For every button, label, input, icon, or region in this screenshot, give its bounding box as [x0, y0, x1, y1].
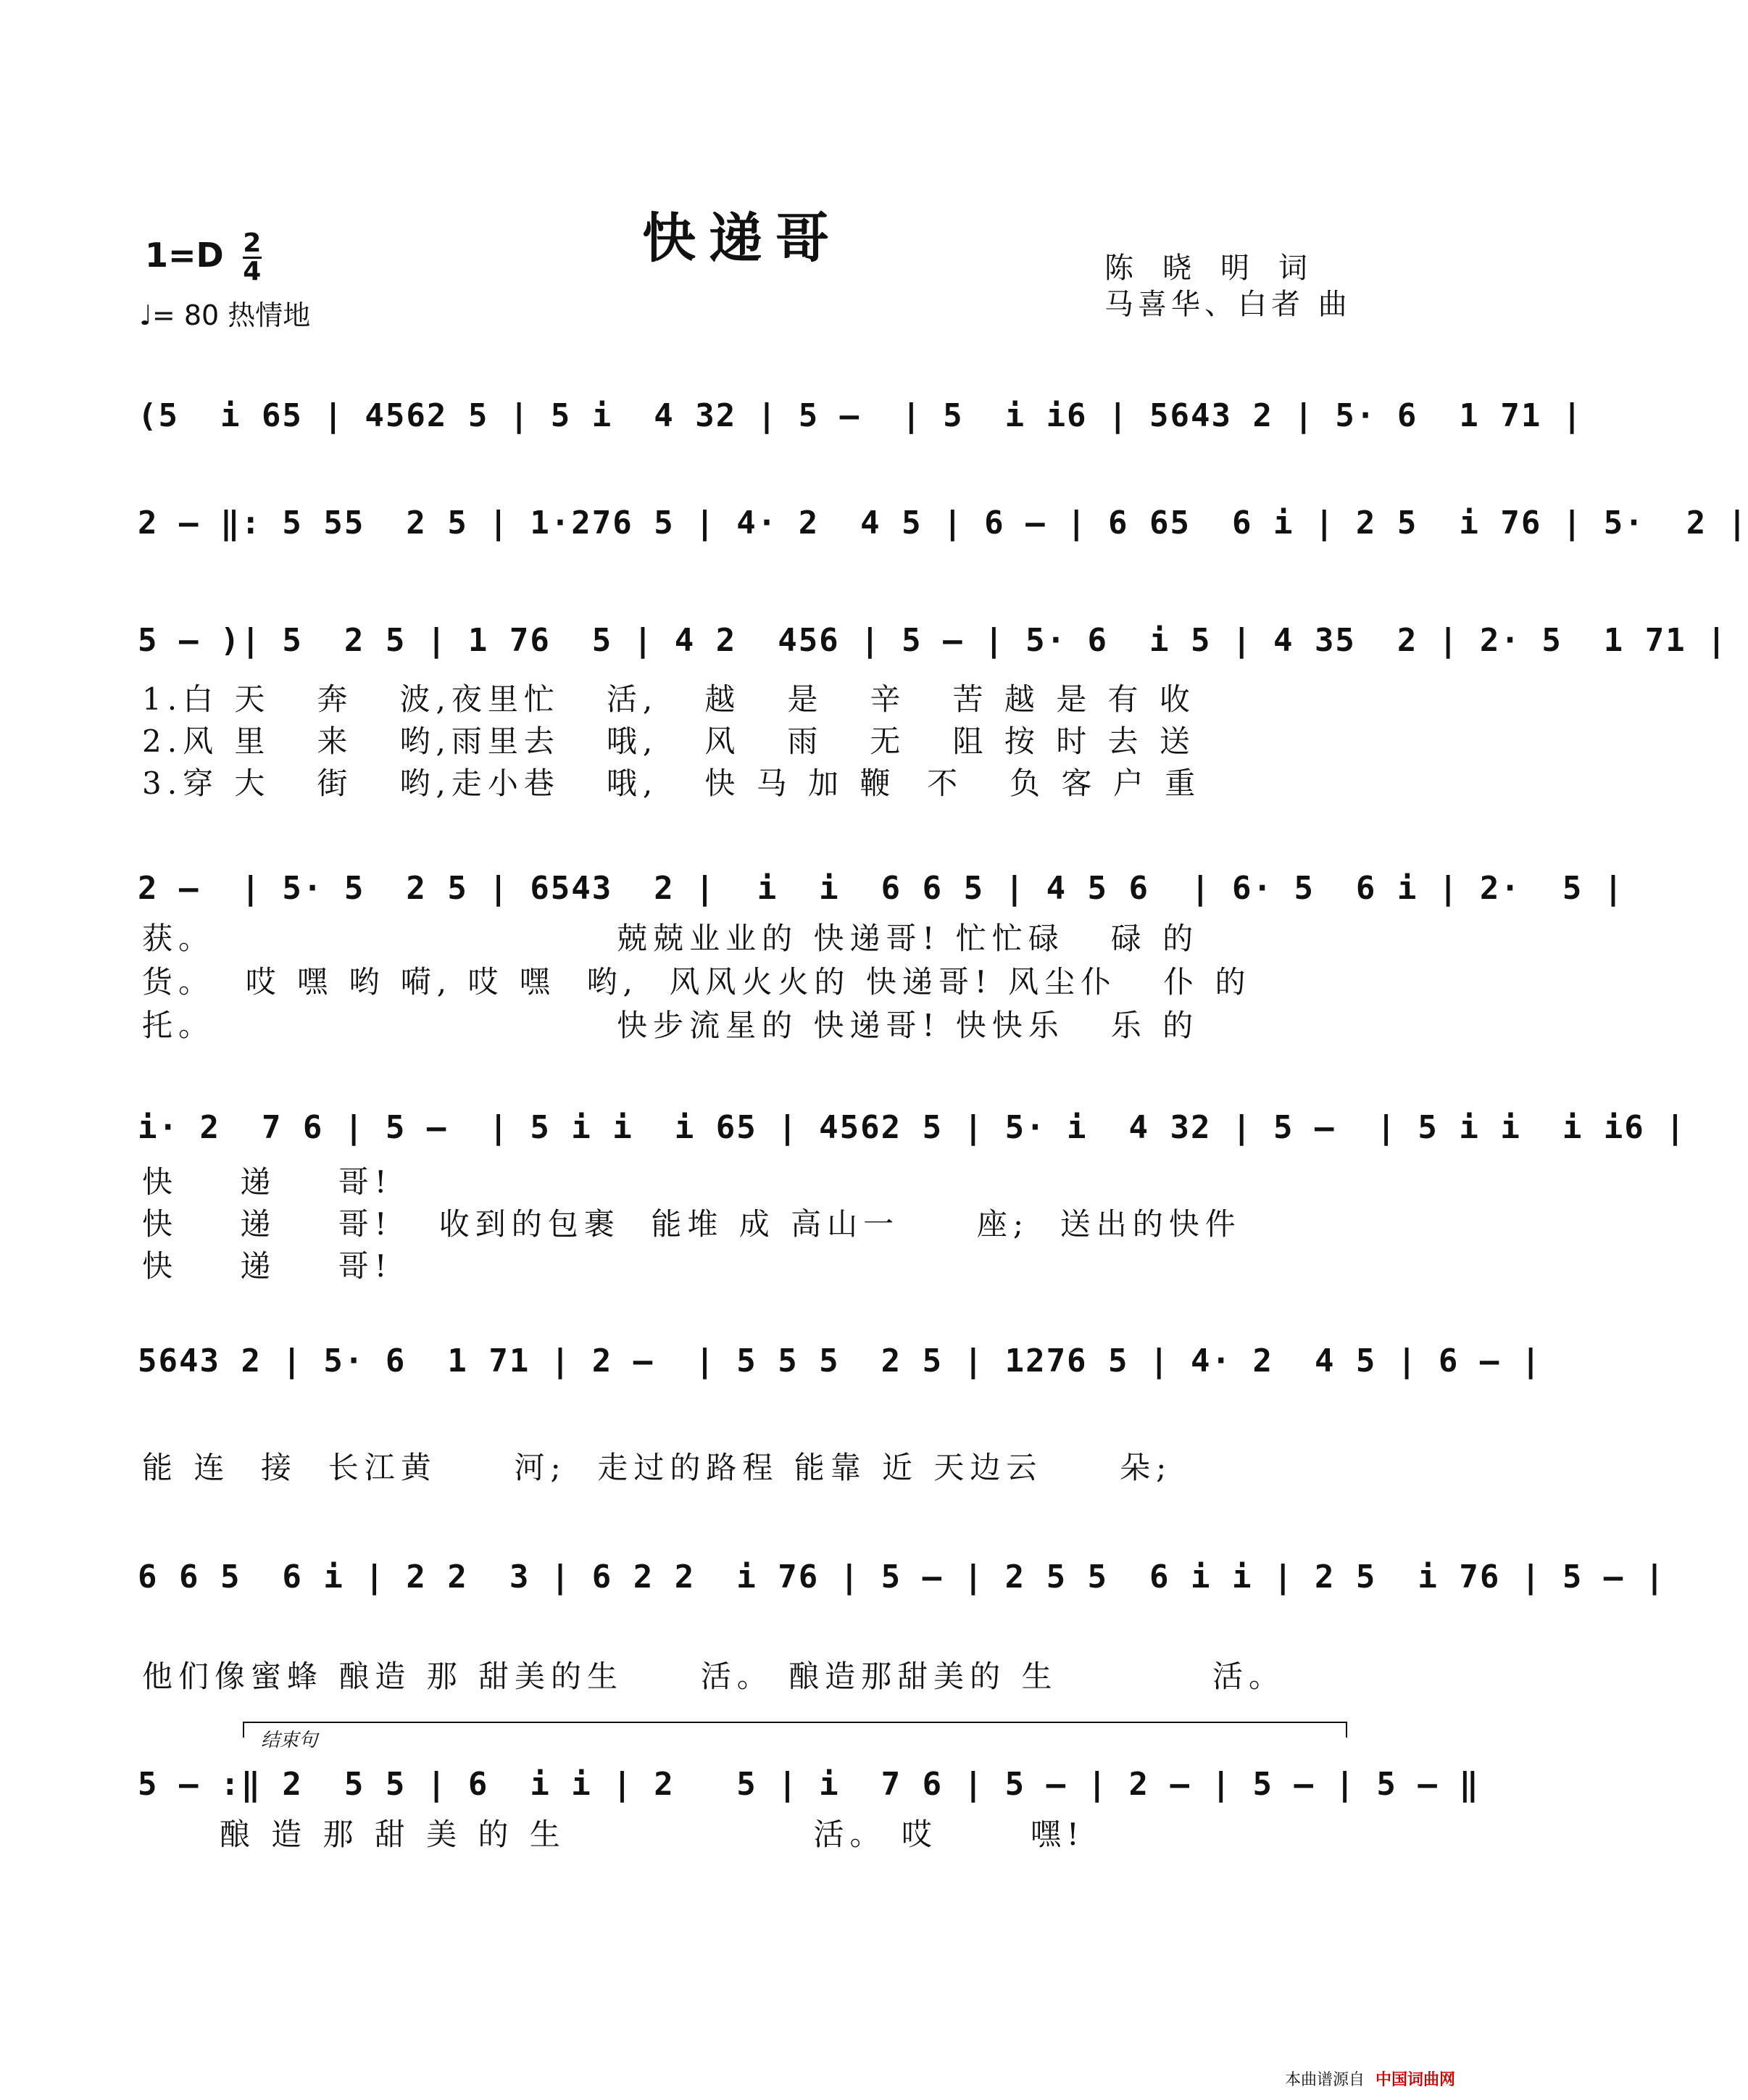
lyricist-credit: 陈晓明词 [1104, 252, 1336, 285]
lyric-row-7: 他们像蜜蜂 酿造 那 甜美的生 活。 酿造那甜美的 生 活。 [142, 1659, 1286, 1694]
lyric-row-5-line-2: 快 递 哥! 收到的包裹 能堆 成 高山一 座; 送出的快件 [142, 1206, 1241, 1242]
footer-watermark [1285, 2067, 1455, 2090]
lyric-row-5-line-3: 快 递 哥! [142, 1248, 393, 1284]
notation-row-3: 5 – )| 5 2 5 | 1 76 5 | 4 2 456 | 5 – | 5· 6 i 5 | 4 35 2 | 2· 5 1 71 | [138, 622, 1728, 659]
tempo-marking: ♩= 80 热情地 [139, 299, 311, 331]
notation-row-5: i· 2 7 6 | 5 – | 5 i i i 65 | 4562 5 | 5· i 4 32 | 5 – | 5 i i i i6 | [138, 1109, 1686, 1146]
lyric-verse-1-a: 1.白 天 奔 波,夜里忙 活, 越 是 辛 苦 越 是 有 收 [142, 681, 1196, 717]
footer-source: 本曲谱源自 [1284, 2071, 1365, 2089]
ending-bracket [243, 1722, 1347, 1738]
notation-row-2: 2 – ‖: 5 55 2 5 | 1·276 5 | 4· 2 4 5 | 6 – | 6 65 6 i | 2 5 i 76 | 5· 2 | [138, 505, 1748, 541]
key-signature [145, 228, 262, 286]
notation-row-1: (5 i 65 | 4562 5 | 5 i 4 32 | 5 – | 5 i i6 | 5643 2 | 5· 6 1 71 | [138, 397, 1583, 434]
ending-label: 结束句 [261, 1730, 318, 1751]
lyric-row-5-line-1: 快 递 哥! [142, 1164, 393, 1200]
song-title: 快递哥 [642, 207, 842, 270]
notation-row-8: 5 – :‖ 2 5 5 | 6 i i | 2 5 | i 7 6 | 5 – | 2 – | 5 – | 5 – ‖ [138, 1766, 1480, 1803]
lyric-verse-3-a: 3.穿 大 街 哟,走小巷 哦, 快 马 加 鞭 不 负 客 户 重 [142, 765, 1202, 801]
footer-brand: 中国词曲网 [1375, 2071, 1455, 2089]
notation-row-6: 5643 2 | 5· 6 1 71 | 2 – | 5 5 5 2 5 | 1276 5 | 4· 2 4 5 | 6 – | [138, 1342, 1542, 1379]
notation-row-4: 2 – | 5· 5 2 5 | 6543 2 | i i 6 6 5 | 4 5 6 | 6· 5 6 i | 2· 5 | [138, 870, 1625, 907]
key-label: 1=D [145, 236, 224, 275]
notation-row-7: 6 6 5 6 i | 2 2 3 | 6 2 2 i 76 | 5 – | 2 5 5 6 i i | 2 5 i 76 | 5 – | [138, 1559, 1666, 1595]
lyric-verse-2-a: 2.风 里 来 哟,雨里去 哦, 风 雨 无 阻 按 时 去 送 [142, 723, 1196, 759]
time-signature [243, 228, 262, 286]
composer-credit: 马喜华、白者 曲 [1104, 288, 1352, 321]
lyric-verse-3-b: 托。 快步流星的 快递哥! 快快乐 乐 的 [142, 1008, 1199, 1043]
lyric-row-8: 酿 造 那 甜 美 的 生 活。 哎 嘿! [142, 1817, 1085, 1852]
meter-bottom: 4 [243, 257, 262, 286]
lyric-row-6: 能 连 接 长江黄 河; 走过的路程 能靠 近 天边云 朵; [142, 1450, 1173, 1485]
lyric-chorus-b: 货。 哎 嘿 哟 嗬, 哎 嘿 哟, 风风火火的 快递哥! 风尘仆 仆 的 [142, 964, 1252, 1000]
meter-top: 2 [243, 228, 262, 258]
lyric-verse-1-b: 获。 兢兢业业的 快递哥! 忙忙碌 碌 的 [142, 921, 1199, 956]
